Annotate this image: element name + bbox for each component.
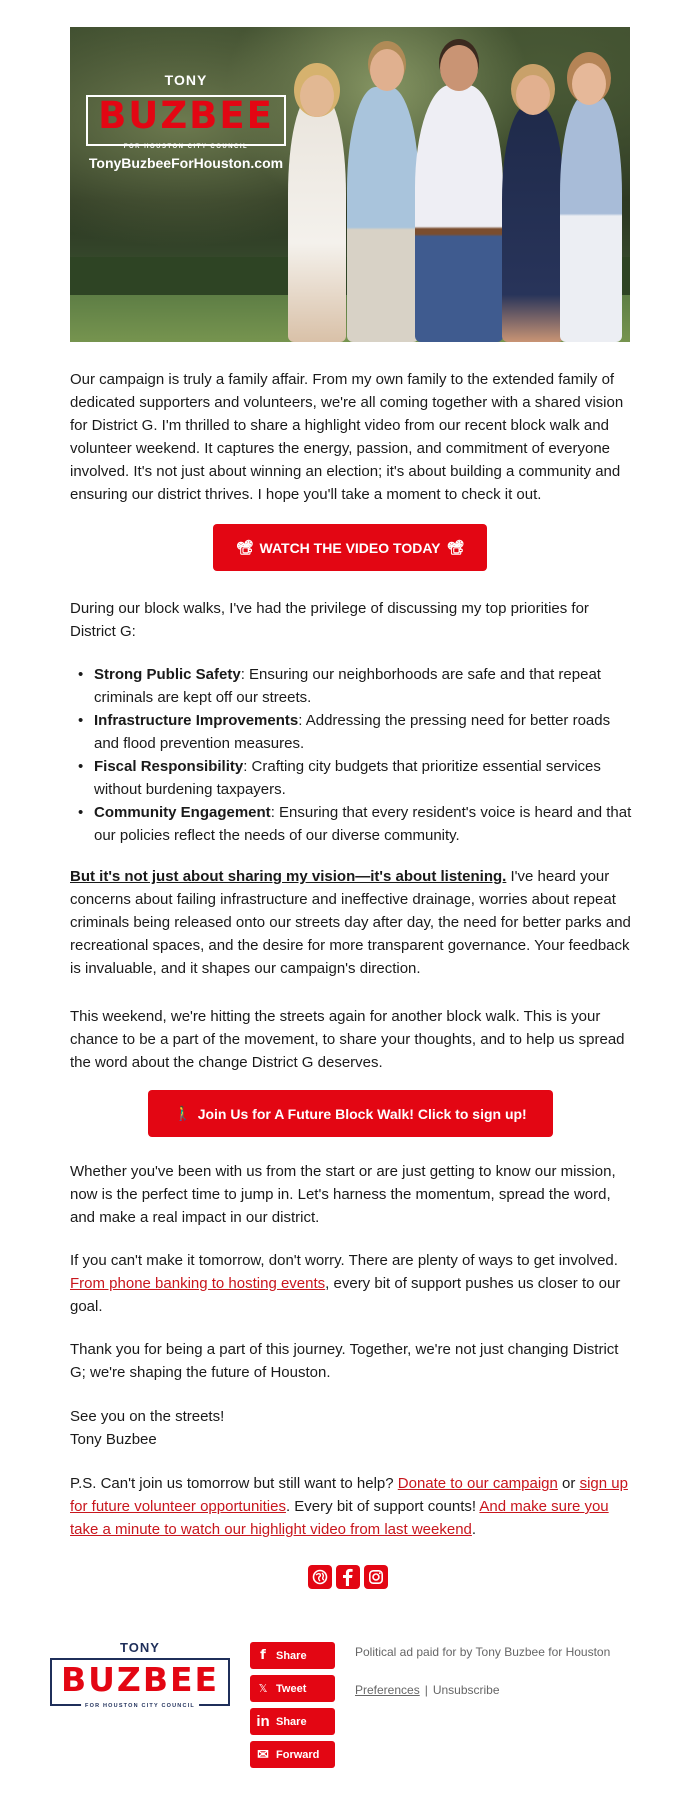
footer-links (355, 1683, 500, 1697)
intro-paragraph: Our campaign is truly a family affair. From my own family to the extended family of dedicated supporters and volunteers, we're all coming together with a shared vision for District G. I'm thrilled to share a highlight video from our recent block walk and volunteer weekend. It captures the energy, passion, and commitment of everyone involved. It's not just about winning an election; it's about building a community and ensuring our district thrives. I hope you'll take a moment to check it out. (70, 371, 624, 503)
facebook-icon (340, 1568, 356, 1586)
hero-logo-first-name: TONY (164, 72, 208, 88)
linkedin-icon: in (256, 1713, 270, 1730)
footer-logo-last-name: BUZBEE (60, 1660, 220, 1699)
priority-item (94, 663, 632, 709)
listening-paragraph (70, 865, 632, 980)
signature: Tony Buzbee (70, 1431, 157, 1448)
thanks-paragraph: Thank you for being a part of this journey. Together, we're not just changing District G; we're shaping the future of Houston. (70, 1341, 619, 1381)
person-walking-icon: 🚶‍♂ (174, 1105, 192, 1121)
watch-video-button[interactable] (213, 524, 487, 571)
highlight-video-link[interactable]: And make sure you take a minute to watch our highlight video from last weekend (70, 1498, 609, 1538)
ps-or: or (557, 1475, 580, 1492)
priority-text: : Ensuring that every resident's voice is heard and that our policies reflect the needs of our diverse community. (94, 804, 632, 844)
get-involved-paragraph (70, 1249, 632, 1318)
priority-title: Fiscal Responsibility (94, 758, 244, 775)
priority-title: Strong Public Safety (94, 666, 241, 683)
family-member-3 (415, 85, 503, 342)
priority-item (94, 709, 632, 755)
envelope-icon: ✉ (257, 1746, 269, 1762)
footer-logo-tagline: FOR HOUSTON CITY COUNCIL (81, 1703, 199, 1709)
priority-title: Infrastructure Improvements (94, 712, 299, 729)
facebook-link[interactable] (336, 1565, 360, 1589)
globe-icon (312, 1569, 328, 1585)
forward-label: Forward (276, 1748, 320, 1761)
priority-text: : Addressing the pressing need for better roads and flood prevention measures. (94, 712, 611, 752)
family-member-3-head (440, 45, 478, 91)
instagram-link[interactable] (364, 1565, 388, 1589)
hero-logo-last-name: BUZBEE (98, 94, 274, 137)
ps-paragraph (70, 1472, 632, 1541)
footer-logo-first-name: TONY (120, 1640, 160, 1655)
hero-campaign-logo (86, 72, 286, 171)
hero-image[interactable] (70, 27, 630, 342)
donate-link[interactable]: Donate to our campaign (397, 1475, 558, 1492)
footer-logo-box (50, 1658, 230, 1709)
priority-item (94, 755, 632, 801)
ps-mid: . Every bit of support counts! (285, 1498, 480, 1515)
family-member-5 (560, 95, 622, 342)
preferences-link[interactable]: Preferences (355, 1683, 420, 1697)
involved-tail: , every bit of support pushes us closer to our goal. (70, 1275, 621, 1315)
volunteer-signup-link[interactable]: sign up for future volunteer opportunities (70, 1475, 628, 1515)
priority-item (94, 801, 632, 847)
family-member-4-head (516, 75, 550, 115)
unsubscribe-link[interactable]: Unsubscribe (432, 1683, 500, 1697)
social-links (308, 1565, 388, 1589)
ps-lead: P.S. Can't join us tomorrow but still want to help? (70, 1475, 398, 1492)
link-separator: | (424, 1683, 428, 1697)
priority-text: : Crafting city budgets that prioritize essential services without burdening taxpayers. (94, 758, 601, 798)
block-walk-label: Join Us for A Future Block Walk! Click to sign up! (197, 1105, 527, 1122)
momentum-paragraph: Whether you've been with us from the start or are just getting to know our mission, now is the perfect time to jump in. Let's harness the momentum, spread the word, and make a real impact in our district. (70, 1163, 616, 1226)
block-walk-signup-button[interactable] (148, 1090, 553, 1137)
share-label: Share (276, 1715, 307, 1728)
forward-email-button[interactable] (250, 1741, 335, 1768)
instagram-icon (368, 1569, 384, 1585)
signoff: See you on the streets! (70, 1408, 225, 1425)
hero-logo-tagline: FOR HOUSTON CITY COUNCIL (123, 144, 249, 150)
facebook-share-button[interactable] (250, 1642, 335, 1669)
family-member-1 (288, 95, 346, 342)
website-link[interactable] (308, 1565, 332, 1589)
listening-lead: But it's not just about sharing my vision—it's about listening. (70, 868, 507, 885)
phone-banking-link[interactable]: From phone banking to hosting events (70, 1275, 326, 1292)
family-member-4 (502, 105, 564, 342)
film-projector-icon: 📽 (235, 539, 254, 555)
family-member-2-head (370, 49, 404, 91)
listening-text: I've heard your concerns about failing infrastructure and ineffective drainage, worries about repeat criminals being released onto our streets day after day, the need for better parks and recreational spaces, and the desire for more transparent governance. Your feedback is invaluable, and it shapes our campaign's direction. (70, 868, 631, 977)
family-member-5-head (572, 63, 606, 105)
priorities-intro: During our block walks, I've had the privilege of discussing my top priorities for District G: (70, 600, 589, 640)
footer-campaign-logo (50, 1640, 230, 1709)
priorities-list (94, 663, 632, 847)
hero-website: TonyBuzbeeForHouston.com (88, 155, 284, 171)
involved-text: If you can't make it tomorrow, don't worry. There are plenty of ways to get involved. (70, 1252, 618, 1269)
priority-title: Community Engagement (94, 804, 271, 821)
ps-end: . (471, 1521, 477, 1538)
x-tweet-button[interactable] (250, 1675, 335, 1702)
film-projector-icon: 📽 (446, 539, 465, 555)
political-ad-disclaimer: Political ad paid for by Tony Buzbee for Houston (355, 1645, 611, 1659)
priority-text: : Ensuring our neighborhoods are safe and that repeat criminals are kept off our streets. (94, 666, 601, 706)
x-twitter-icon: 𝕏 (258, 1683, 268, 1695)
share-label: Share (276, 1649, 307, 1662)
linkedin-share-button[interactable] (250, 1708, 335, 1735)
weekend-paragraph: This weekend, we're hitting the streets again for another block walk. This is your chance to be a part of the movement, to share your thoughts, and to help us spread the word about the change District G deserves. (70, 1008, 625, 1071)
family-member-2 (347, 87, 419, 342)
watch-video-label: WATCH THE VIDEO TODAY (259, 539, 441, 556)
family-member-1-head (300, 75, 334, 117)
facebook-icon: f (260, 1648, 266, 1663)
tweet-label: Tweet (276, 1682, 307, 1695)
hero-logo-box (86, 94, 286, 150)
